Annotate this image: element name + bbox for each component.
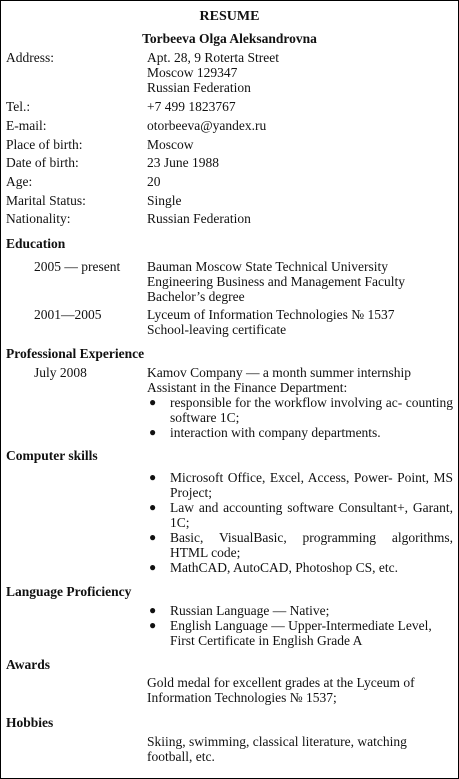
language-heading: Language Proficiency [6, 584, 132, 599]
list-item [147, 500, 453, 530]
education-period-1: 2005 — present [34, 259, 121, 274]
education-line-1-1: Bauman Moscow State Technical University [147, 259, 389, 274]
bullet-icon: ● [149, 470, 157, 484]
education-line-1-3: Bachelor’s degree [147, 289, 245, 304]
computer-skill-2: Law and accounting software Consultant+, Garant, 1C; [170, 500, 453, 530]
marital-status-value: Single [147, 193, 182, 208]
bullet-icon: ● [149, 603, 157, 617]
bullet-icon: ● [149, 618, 157, 632]
experience-duties-list [147, 395, 453, 440]
nationality-label: Nationality: [6, 211, 71, 226]
language-1: Russian Language — Native; [170, 603, 330, 618]
computer-skills-heading: Computer skills [6, 448, 98, 463]
list-item [147, 530, 453, 560]
date-of-birth-value: 23 June 1988 [147, 155, 219, 170]
candidate-name: Torbeeva Olga Aleksandrovna [142, 31, 317, 46]
experience-duty-1: responsible for the workflow involving ac- counting software 1C; [170, 395, 453, 425]
list-item [147, 560, 453, 575]
place-of-birth-label: Place of birth: [6, 137, 83, 152]
list-item [147, 425, 453, 440]
computer-skills-list [147, 470, 453, 575]
marital-status-label: Marital Status: [6, 193, 86, 208]
education-line-1-2: Engineering Business and Management Faculty [147, 274, 405, 289]
education-line-2-1: Lyceum of Information Technologies № 1537 [147, 307, 395, 322]
awards-text: Gold medal for excellent grades at the Lyceum of Information Technologies № 1537; [147, 675, 415, 705]
age-value: 20 [147, 174, 161, 189]
computer-skill-3: Basic, VisualBasic, programming algorithms, HTML code; [170, 530, 453, 560]
experience-heading: Professional Experience [6, 346, 145, 361]
resume-title: RESUME [199, 9, 260, 24]
place-of-birth-value: Moscow [147, 137, 194, 152]
email-label: E-mail: [6, 118, 47, 133]
experience-line-1: Kamov Company — a month summer internship [147, 365, 411, 380]
tel-value: +7 499 1823767 [147, 99, 236, 114]
date-of-birth-label: Date of birth: [6, 155, 79, 170]
computer-skill-4: MathCAD, AutoCAD, Photoshop CS, etc. [170, 560, 399, 575]
email-value: otorbeeva@yandex.ru [147, 118, 267, 133]
bullet-icon: ● [149, 530, 157, 544]
language-2: English Language — Upper-Intermediate Level, First Certificate in English Grade A [170, 618, 432, 648]
awards-heading: Awards [6, 657, 51, 672]
age-label: Age: [6, 174, 33, 189]
nationality-value: Russian Federation [147, 211, 251, 226]
address-line-2: Moscow 129347 [147, 65, 238, 80]
list-item [147, 603, 453, 618]
tel-label: Tel.: [6, 99, 31, 114]
bullet-icon: ● [149, 395, 157, 409]
hobbies-heading: Hobbies [6, 715, 54, 730]
hobbies-text: Skiing, swimming, classical literature, watching football, etc. [147, 734, 407, 764]
experience-duty-2: interaction with company departments. [170, 425, 381, 440]
experience-period: July 2008 [34, 365, 87, 380]
bullet-icon: ● [149, 425, 157, 439]
address-line-3: Russian Federation [147, 80, 251, 95]
education-line-2-2: School-leaving certificate [147, 322, 287, 337]
address-line-1: Apt. 28, 9 Roterta Street [147, 50, 279, 65]
computer-skill-1: Microsoft Office, Excel, Access, Power- Point, MS Project; [170, 470, 453, 500]
address-label: Address: [6, 50, 54, 65]
education-period-2: 2001—2005 [34, 307, 102, 322]
experience-line-2: Assistant in the Finance Department: [147, 380, 348, 395]
education-heading: Education [6, 236, 66, 251]
bullet-icon: ● [149, 560, 157, 574]
list-item [147, 470, 453, 500]
language-list [147, 603, 453, 648]
list-item [147, 618, 453, 648]
bullet-icon: ● [149, 500, 157, 514]
list-item [147, 395, 453, 425]
